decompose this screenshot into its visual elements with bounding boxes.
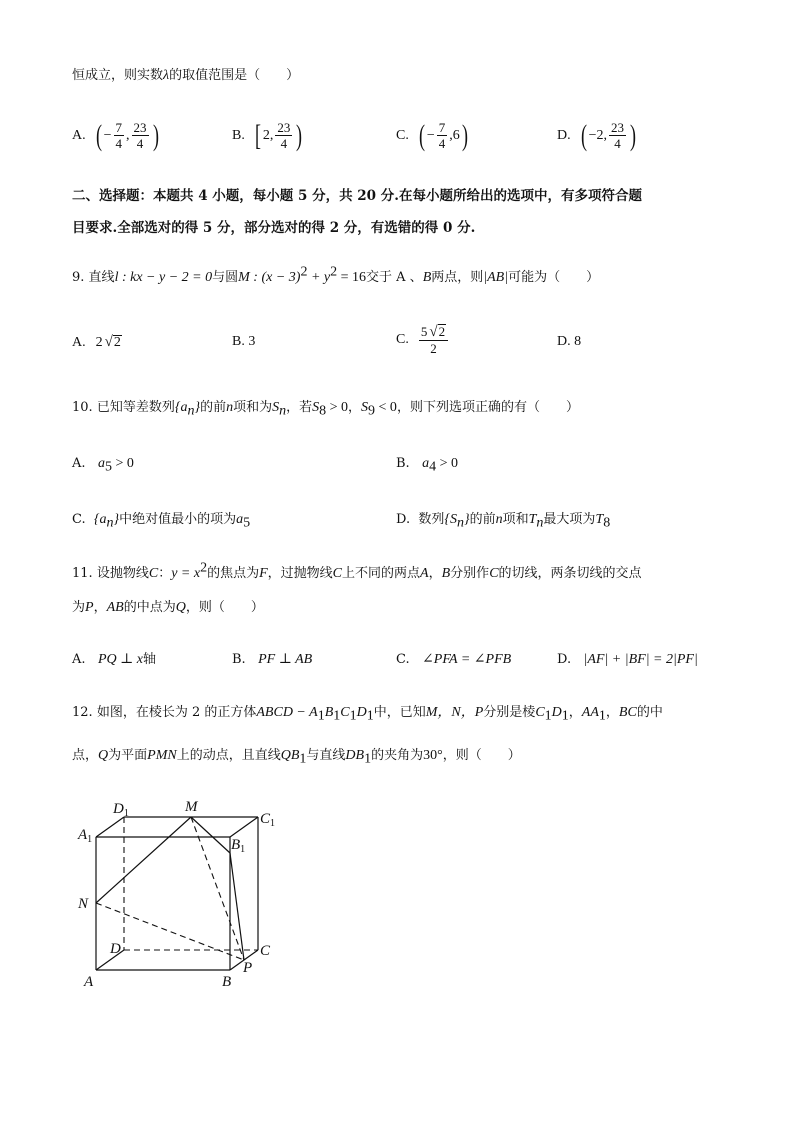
fraction [132,120,149,151]
question-number: 9. [72,270,85,285]
text: 的切线，两条切线的交点 [498,566,642,581]
var-s9: S [361,400,369,415]
var-m: M [238,270,250,285]
label-b1: $B_1$ [231,837,246,855]
cube-figure [70,795,290,995]
q10-option-a [72,454,134,474]
text: 点， [72,748,99,763]
subscript: n [279,403,287,419]
comma: , [126,127,130,143]
text: 与圆 [212,270,239,285]
q9-stem [72,264,600,288]
text: 为平面 [108,748,148,763]
seq: {S [444,512,457,527]
line-equation: : kx − y − 2 = 0 [118,270,213,285]
option-label: C. [72,512,86,527]
var-q: Q [98,748,109,763]
text: 上的动点，且直线 [176,748,281,763]
text: 最大项为 [543,512,596,527]
lower-bound: −2, [588,127,608,143]
subscript: 1 [366,708,374,724]
option-label: D. [396,512,411,527]
edge-a1d1 [96,817,124,837]
radicand: 2 [113,335,121,350]
seq-close: } [463,512,470,527]
angle: 30° [423,748,443,763]
circle-eq-part: : (x − 3) [249,270,301,285]
text: ， [605,705,619,720]
q9-option-c [396,324,450,356]
var-q: Q [175,600,186,615]
coef: 2 [95,334,103,350]
text: 两点，则 [431,270,484,285]
q8-option-d [557,120,638,151]
var-c: C [332,566,343,581]
text: 项和 [502,512,529,527]
text: 分别是棱 [483,705,536,720]
text: 的前 [469,512,496,527]
text: 分别作 [450,566,490,581]
q11-stem-line1 [72,560,642,584]
fraction [275,120,292,151]
abs-ab: |AB| [483,270,509,285]
label-d: D [110,941,121,957]
text: 的中点为 [123,600,176,615]
label-a1: $A_1$ [78,827,93,845]
circle-eq-part: + y [307,270,331,285]
subscript: 5 [104,459,112,475]
q8-tail-text: 恒成立，则实数 [72,68,164,83]
subscript: 8 [319,403,327,419]
subscript: 1 [299,751,307,767]
cube-name: D [356,705,367,720]
cube-name: ABCD − A [256,705,318,720]
text: ，若 [286,400,313,415]
var-p: P [85,600,94,615]
question-number: 10. [72,400,93,415]
sqrt-icon: √ [104,334,113,350]
question-number: 11. [72,566,93,581]
relation: > 0 [111,456,134,471]
section2-line2: 目要求.全部选对的得 5 分，部分选对的得 2 分，有选错的得 0 分. [72,220,476,236]
paren-open: ( [418,118,425,152]
option-label: A. [72,456,86,471]
neg-sign: − [426,127,435,143]
paren-close: ) [630,118,637,152]
seq: {a [174,400,188,415]
edge: D [551,705,562,720]
q8-option-a [72,120,161,151]
subscript: 1 [598,708,606,724]
text: ， [93,600,107,615]
fraction [437,120,448,151]
text: 中绝对值最小的项为 [119,512,237,527]
text: 直线 [88,270,115,285]
var-c: C [489,566,499,581]
option-label: C. [396,127,409,143]
numerator [419,324,448,341]
lower-bound: 2, [262,127,274,143]
text: ，则下列选项正确的有（ ） [396,400,579,415]
label-b: B [222,974,232,990]
label-c: C [260,943,271,959]
q8-lambda: λ [163,68,170,83]
var-b: B [422,270,432,285]
q8-tail-line [72,66,299,86]
label-d1: $D_1$ [113,801,129,819]
var-b: B [441,566,451,581]
coef: 5 [420,324,428,339]
text: 可能为（ ） [508,270,600,285]
text: 设抛物线 [96,566,149,581]
text: 的夹角为 [371,748,424,763]
subscript: 1 [349,708,357,724]
label-n: N [78,896,89,912]
sqrt-icon: √ [429,324,438,340]
q8-option-c [396,120,470,151]
subscript: 8 [603,515,611,531]
text: 中，已知 [373,705,426,720]
label-p: P [243,960,253,976]
subscript: 1 [544,708,552,724]
exponent: 2 [200,560,208,576]
subscript: 9 [368,403,376,419]
var-s: S [272,400,280,415]
bracket-open: [ [254,118,261,152]
q10-option-c [72,510,250,530]
q9-option-a [72,334,122,351]
text: ， [348,400,362,415]
text: 已知等差数列 [96,400,175,415]
paren-close: ) [152,118,159,152]
text: 的中 [636,705,663,720]
paren-open: ( [95,118,102,152]
text: 如图，在棱长为 2 的正方体 [96,705,257,720]
seq-close: } [194,400,201,415]
q8-tail-end: 的取值范围是（ ） [169,68,300,83]
fraction [114,120,125,151]
var-a: A [420,566,429,581]
text: 交于 A 、 [366,270,423,285]
q11-option-b [232,650,312,670]
cube-name: B [324,705,334,720]
text: 与直线 [306,748,346,763]
math: ∠PFA = ∠PFB [422,652,512,667]
option-label: B. [396,456,410,471]
text: 为 [72,600,86,615]
neg-sign: − [103,127,112,143]
subscript: 1 [317,708,325,724]
paren-open: ( [580,118,587,152]
subscript: n [536,515,544,531]
text: 项和为 [233,400,273,415]
q11-option-c [396,650,511,670]
var-t: T [528,512,537,527]
exponent: 2 [300,264,308,280]
cube-name: C [340,705,350,720]
option-label: D. [557,127,571,143]
numerator: 7 [438,120,446,135]
segment-mn [96,817,191,903]
denominator: 4 [115,136,123,151]
q10-option-b [396,454,458,474]
var-a: a [97,456,105,471]
segment-b1p [230,853,244,960]
var-t8: T [595,512,604,527]
text: 数列 [418,512,445,527]
subscript: 1 [561,708,569,724]
fraction [419,324,448,356]
question-number: 12. [72,705,93,720]
q10-stem [72,398,579,418]
text: ： [158,566,172,581]
radicand: 2 [438,324,446,339]
option-label: A. [72,127,86,143]
subscript: 1 [333,708,341,724]
var-c: C [148,566,159,581]
q9-option-d: D. 8 [557,334,582,349]
q9-option-b: B. 3 [232,334,256,349]
edge-b1c1 [230,817,258,837]
seq: {a [93,512,107,527]
relation: < 0 [375,400,397,415]
text: ， [568,705,582,720]
text: 轴 [142,652,156,667]
numerator: 23 [277,120,291,135]
seq-close: } [113,512,120,527]
var-s8: S [312,400,320,415]
subscript: 1 [364,751,372,767]
text: 的前 [200,400,227,415]
fraction [609,120,626,151]
subscript: n [106,515,114,531]
subscript: 4 [429,459,437,475]
q11-stem-line2 [72,598,264,618]
option-label: A. [72,334,86,350]
var-l: l [114,270,119,285]
var-a: a [236,512,244,527]
subscript: 5 [243,515,251,531]
math: |AF| + |BF| = 2|PF| [583,652,698,667]
paren-close: ) [461,118,468,152]
q12-stem-line1 [72,703,663,723]
q11-option-d [557,650,698,670]
text: ，过抛物线 [267,566,333,581]
option-label: C. [396,332,409,347]
numerator: 7 [115,120,123,135]
line-qb1: QB [280,748,300,763]
denominator: 4 [614,136,621,151]
q12-stem-line2 [72,746,521,766]
var-n: n [226,400,234,415]
option-label: C. [396,652,410,667]
text: ，则（ ） [185,600,264,615]
relation: > 0 [326,400,349,415]
exponent: 2 [330,264,338,280]
circle-eq-part: = 16 [337,270,367,285]
plane-pmn: PMN [147,748,177,763]
text: ， [428,566,442,581]
edge: AA [581,705,599,720]
math: PF ⊥ AB [258,652,313,667]
section2-line1: 二、选择题：本题共 4 小题，每小题 5 分，共 20 分.在每小题所给出的选项中，有多项符合题 [72,188,642,204]
q10-option-d [396,510,610,530]
segment-m-b1 [191,817,230,853]
var-n: n [495,512,503,527]
text: 的焦点为 [207,566,260,581]
denominator: 4 [136,136,144,151]
numerator: 23 [611,120,625,135]
option-label: B. [232,127,245,143]
text: 上不同的两点 [342,566,421,581]
paren-close: ) [296,118,303,152]
edge: BC [618,705,637,720]
label-m: M [185,799,198,815]
edge: C [535,705,545,720]
numerator: 23 [133,120,147,135]
denominator: 4 [438,136,446,151]
denominator: 4 [280,136,288,151]
var-f: F [259,566,268,581]
q11-option-a [72,650,156,670]
line-db1: DB [345,748,365,763]
math: PQ ⊥ x [97,652,143,667]
denominator: 2 [430,341,437,356]
segment-ab: AB [106,600,124,615]
label-c1: $C_1$ [260,811,276,829]
parabola-eq: y = x [171,566,201,581]
upper-bound: ,6 [449,127,460,143]
label-a: A [84,974,94,990]
subscript: n [456,515,464,531]
subscript: n [187,403,195,419]
option-label: D. [557,652,572,667]
q8-option-b [232,120,304,151]
var-a: a [422,456,430,471]
relation: > 0 [436,456,458,471]
text: ，则（ ） [442,748,521,763]
points-mnp: M，N，P [425,705,484,720]
option-label: A. [72,652,86,667]
option-label: B. [232,652,246,667]
